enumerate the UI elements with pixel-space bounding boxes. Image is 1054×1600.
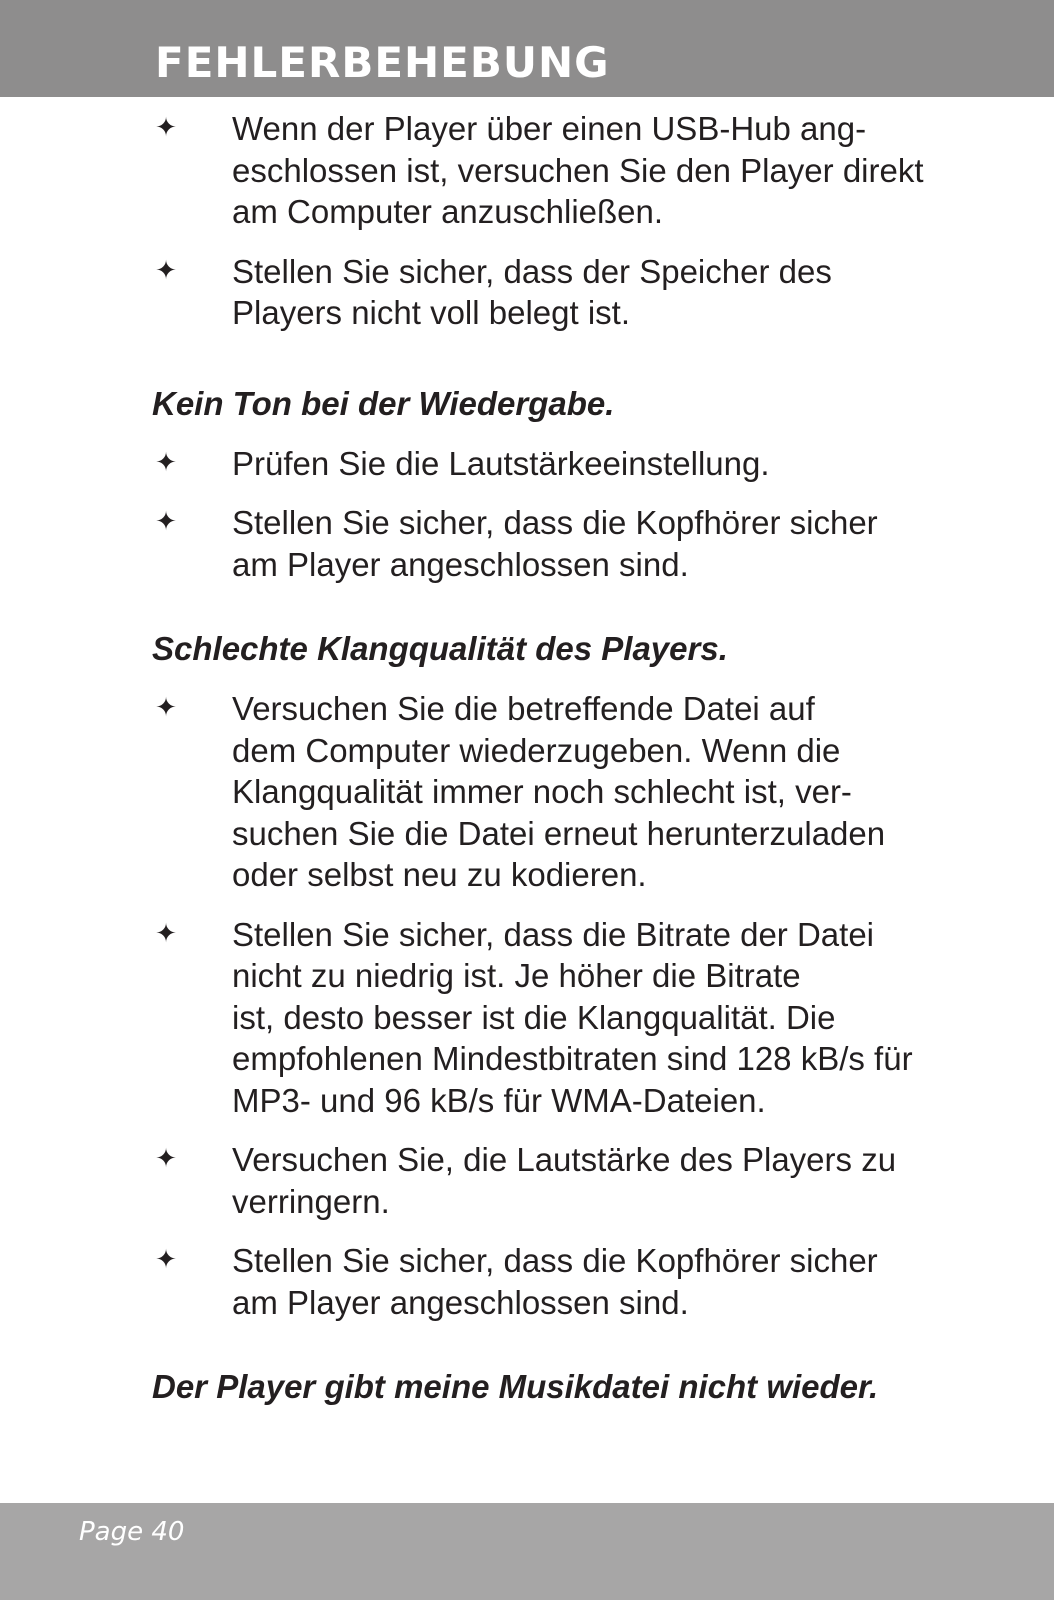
bullet-text-line: Prüfen Sie die Lautstärkeeinstellung. (232, 444, 770, 482)
bullet-text-line: Versuchen Sie, die Lautstärke des Players zu (232, 1141, 897, 1178)
bullet-text-line: ist, desto besser ist die Klangqualität. Die (232, 998, 836, 1036)
bullet-item (152, 1240, 992, 1323)
bullet-text-line: nicht zu niedrig ist. Je höher die Bitrate (232, 957, 801, 994)
bullet-text-line: empfohlenen Mindestbitraten sind 128 kB/s für (232, 1040, 913, 1077)
star-bullet-icon: ✦ (155, 1245, 177, 1275)
bullet-text-line: eschlossen ist, versuchen Sie den Player direkt (232, 151, 924, 189)
bullet-text-line: MP3- und 96 kB/s für WMA-Dateien. (232, 1081, 766, 1119)
star-bullet-icon: ✦ (155, 507, 177, 537)
bullet-text-line: Stellen Sie sicher, dass die Kopfhörer sicher (232, 1242, 878, 1279)
bullet-text-line: Stellen Sie sicher, dass die Kopfhörer sicher (232, 504, 878, 541)
section-heading: Schlechte Klangqualität des Players. (152, 630, 728, 667)
section-heading: Der Player gibt meine Musikdatei nicht wieder. (152, 1368, 879, 1405)
bullet-text-line: verringern. (232, 1182, 390, 1220)
bullet-item (152, 251, 992, 334)
bullet-text-line: dem Computer wiederzugeben. Wenn die (232, 731, 841, 769)
bullet-text-line: am Computer anzuschließen. (232, 193, 664, 230)
troubleshooting-content (152, 108, 992, 1426)
bullet-text-line: Players nicht voll belegt ist. (232, 294, 631, 331)
bullet-text-line: Stellen Sie sicher, dass der Speicher des (232, 252, 832, 290)
bullet-item (152, 108, 992, 233)
page-number: Page 40 (79, 1517, 185, 1547)
bullet-text-line: Klangqualität immer noch schlecht ist, ver- (232, 773, 852, 810)
page-title: FEHLERBEHEBUNG (155, 38, 610, 87)
star-bullet-icon: ✦ (155, 255, 177, 286)
bullet-item (152, 688, 992, 896)
bullet-text-line: Stellen Sie sicher, dass die Bitrate der Datei (232, 915, 875, 953)
section-heading: Kein Ton bei der Wiedergabe. (152, 384, 615, 422)
star-bullet-icon: ✦ (155, 918, 177, 949)
bullet-text-line: am Player angeschlossen sind. (232, 545, 689, 583)
bullet-item (152, 502, 992, 585)
bullet-text-line: oder selbst neu zu kodieren. (232, 856, 647, 893)
bullet-item (152, 443, 992, 485)
star-bullet-icon: ✦ (155, 447, 177, 478)
bullet-text-line: Versuchen Sie die betreffende Datei auf (232, 690, 815, 727)
bullet-item (152, 914, 992, 1122)
bullet-text-line: am Player angeschlossen sind. (232, 1283, 689, 1321)
star-bullet-icon: ✦ (155, 113, 177, 143)
bullet-text-line: suchen Sie die Datei erneut herunterzuladen (232, 814, 886, 852)
star-bullet-icon: ✦ (155, 1144, 177, 1174)
bullet-text-line: Wenn der Player über einen USB-Hub ang- (232, 110, 867, 147)
star-bullet-icon: ✦ (155, 693, 177, 723)
bullet-item (152, 1139, 992, 1222)
